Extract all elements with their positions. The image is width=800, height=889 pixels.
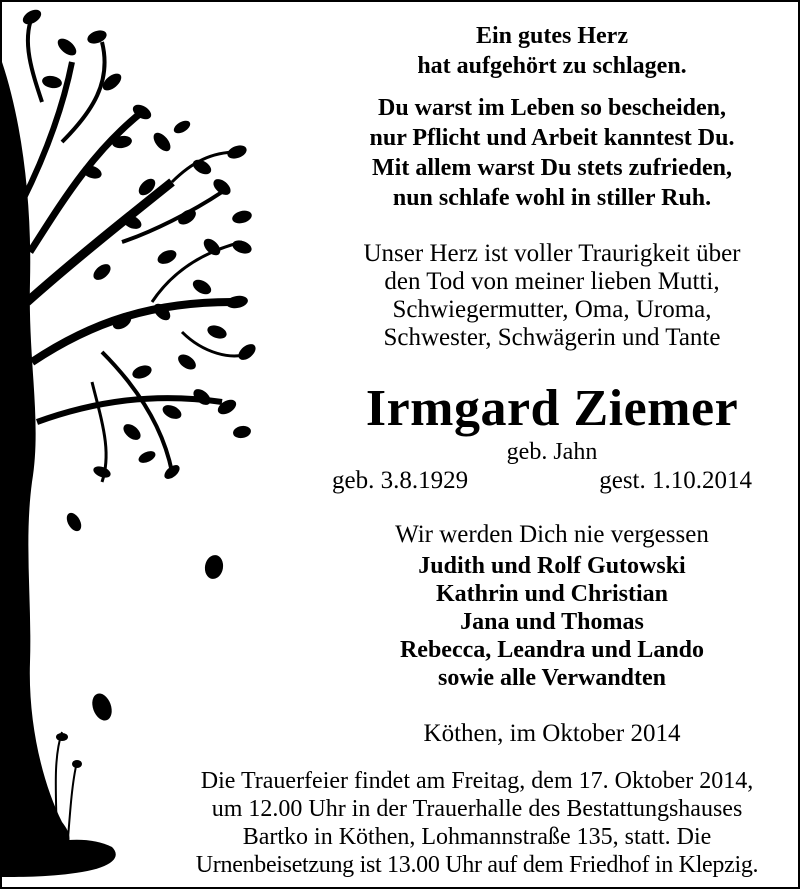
mourner-line-3: Jana und Thomas bbox=[460, 609, 644, 635]
intro-line-4: Schwester, Schwägerin und Tante bbox=[383, 324, 721, 351]
poem-heading-line-1: Ein gutes Herz bbox=[476, 23, 628, 49]
death-date: gest. 1.10.2014 bbox=[599, 467, 752, 494]
maiden-name: geb. Jahn bbox=[506, 439, 598, 465]
ceremony-info bbox=[152, 767, 800, 879]
intro-line-3: Schwiegermutter, Oma, Uroma, bbox=[392, 296, 712, 323]
place-date: Köthen, im Oktober 2014 bbox=[423, 720, 681, 747]
poem-line-1: Du warst im Leben so bescheiden, bbox=[377, 95, 726, 121]
ceremony-line-1: Die Trauerfeier findet am Freitag, dem 17. Oktober 2014, bbox=[200, 768, 754, 794]
farewell-line: Wir werden Dich nie vergessen bbox=[395, 521, 709, 548]
poem-line-2: nur Pflicht und Arbeit kanntest Du. bbox=[369, 125, 735, 151]
ceremony-line-3: Bartko in Köthen, Lohmannstraße 135, statt. Die bbox=[242, 824, 712, 850]
poem-heading-line-2: hat aufgehört zu schlagen. bbox=[417, 53, 687, 79]
ceremony-line-2: um 12.00 Uhr in der Trauerhalle des Bestattungshauses bbox=[211, 796, 743, 822]
poem-line-3: Mit allem warst Du stets zufrieden, bbox=[372, 155, 732, 181]
mourner-line-5: sowie alle Verwandten bbox=[438, 665, 666, 691]
intro-line-2: den Tod von meiner lieben Mutti, bbox=[384, 268, 720, 295]
ceremony-line-4: Urnenbeisetzung ist 13.00 Uhr auf dem Friedhof in Klepzig. bbox=[195, 852, 759, 878]
mourner-line-2: Kathrin und Christian bbox=[435, 581, 669, 607]
mourner-line-1: Judith und Rolf Gutowski bbox=[418, 553, 686, 579]
poem-line-4: nun schlafe wohl in stiller Ruh. bbox=[392, 185, 712, 211]
mourner-line-4: Rebecca, Leandra und Lando bbox=[399, 637, 705, 663]
birth-date: geb. 3.8.1929 bbox=[332, 467, 469, 494]
deceased-name: Irmgard Ziemer bbox=[365, 380, 739, 437]
tree-silhouette-illustration bbox=[2, 2, 262, 887]
intro-line-1: Unser Herz ist voller Traurigkeit über bbox=[363, 240, 741, 267]
